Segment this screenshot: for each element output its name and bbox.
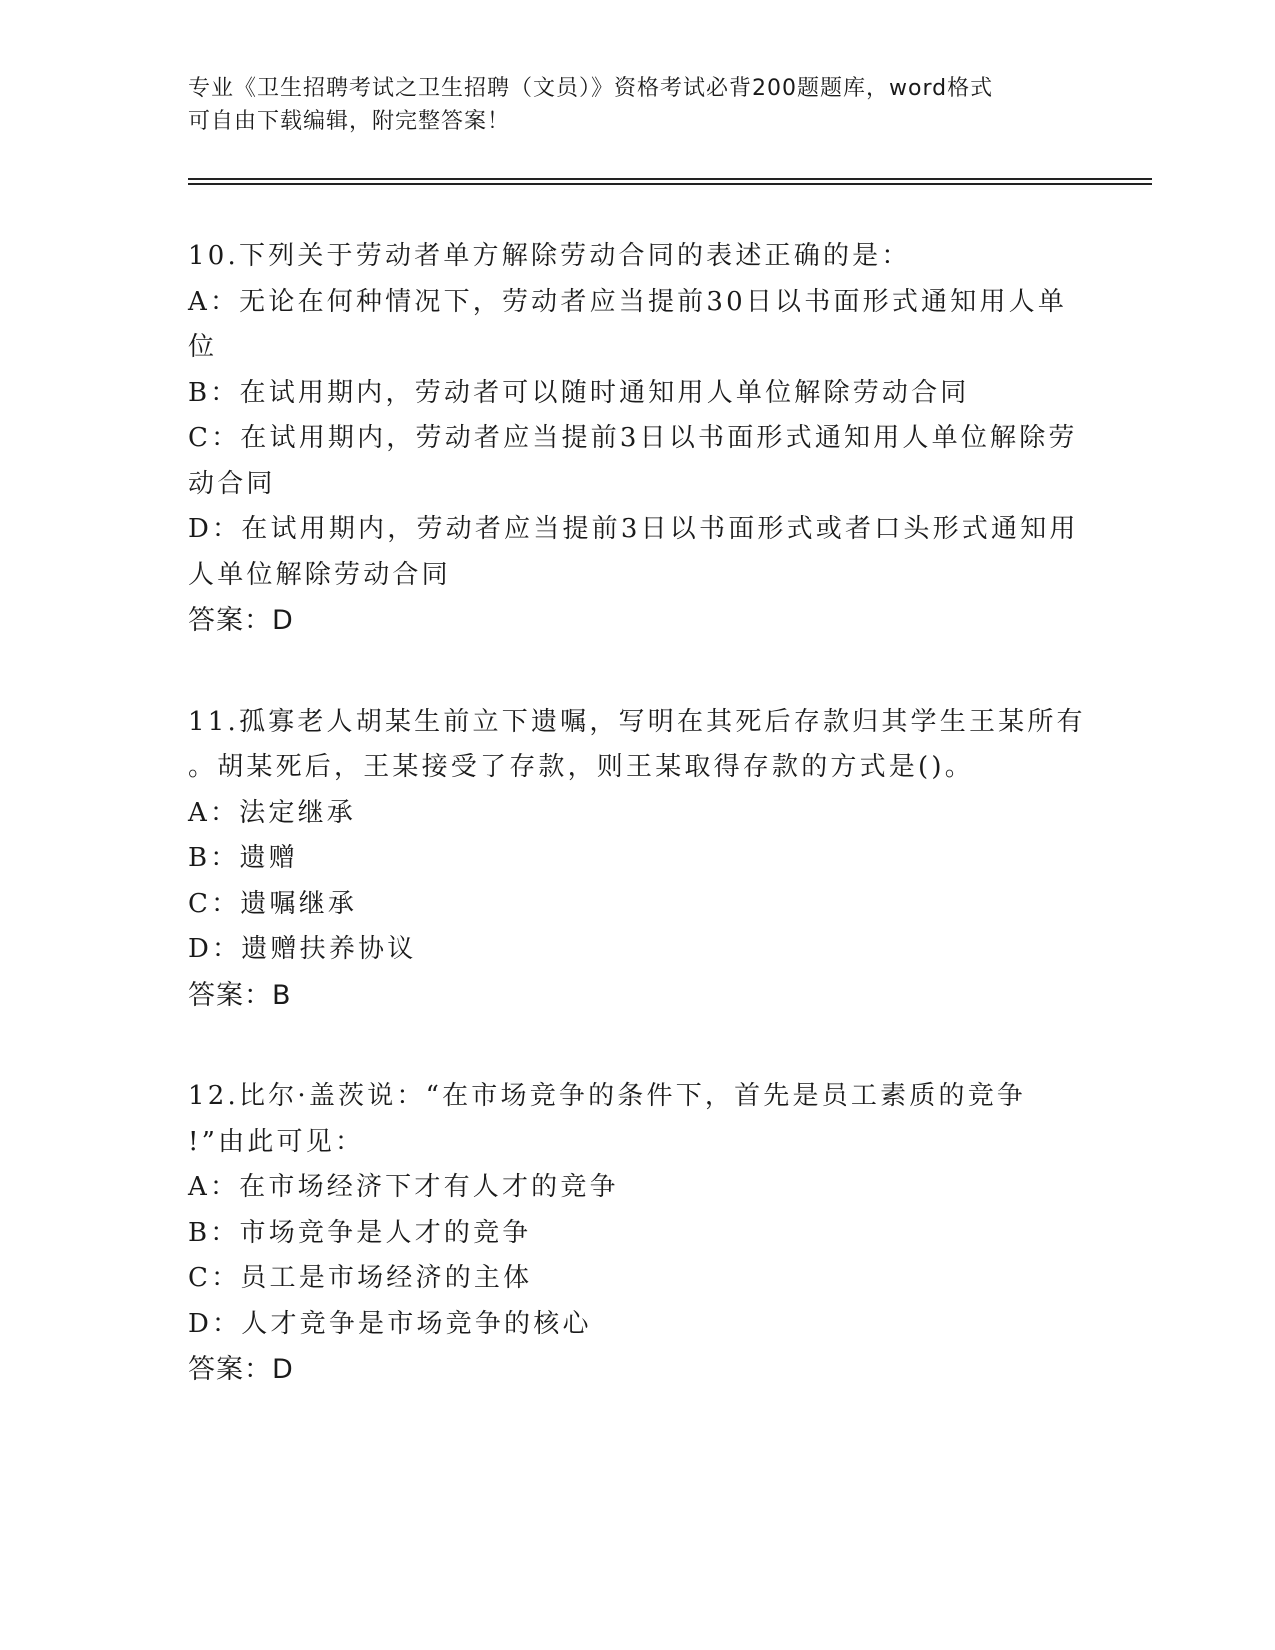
question-list <box>188 234 1088 1449</box>
question-11 <box>188 700 1088 1019</box>
document-header <box>188 72 1068 138</box>
question-text: 10.下列关于劳动者单方解除劳动合同的表述正确的是： <box>188 241 911 271</box>
option-a-cont: 位 <box>188 332 218 362</box>
option-d-cont: 人单位解除劳动合同 <box>188 559 451 590</box>
option-a: A：在市场经济下才有人才的竞争 <box>188 1172 619 1202</box>
option-a: A：无论在何种情况下，劳动者应当提前30日以书面形式通知用人单 <box>188 286 1068 317</box>
option-d: D：遗赠扶养协议 <box>188 934 417 964</box>
option-c: C：遗嘱继承 <box>188 888 358 919</box>
question-text: 11.孤寡老人胡某生前立下遗嘱，写明在其死后存款归其学生王某所有 <box>188 706 1086 737</box>
answer: 答案：B <box>188 979 292 1011</box>
option-c: C：员工是市场经济的主体 <box>188 1263 533 1293</box>
header-line-1: 专业《卫生招聘考试之卫生招聘（文员）》资格考试必背200题题库，word格式 <box>188 76 994 101</box>
option-c: C：在试用期内，劳动者应当提前3日以书面形式通知用人单位解除劳 <box>188 423 1078 453</box>
question-12 <box>188 1074 1088 1393</box>
option-a: A：法定继承 <box>188 797 356 828</box>
option-d: D：在试用期内，劳动者应当提前3日以书面形式或者口头形式通知用 <box>188 514 1079 544</box>
option-c-cont: 动合同 <box>188 468 276 499</box>
question-10 <box>188 234 1088 644</box>
option-b: B：市场竞争是人才的竞争 <box>188 1217 532 1248</box>
answer: 答案：D <box>188 1354 294 1385</box>
question-text-cont: !”由此可见： <box>188 1126 365 1157</box>
header-divider-top <box>188 178 1152 180</box>
question-text-cont: 。胡某死后，王某接受了存款，则王某取得存款的方式是()。 <box>188 752 974 782</box>
header-line-2: 可自由下载编辑，附完整答案！ <box>188 109 511 134</box>
question-text: 12.比尔·盖茨说：“在市场竞争的条件下，首先是员工素质的竞争 <box>188 1081 1027 1111</box>
answer: 答案：D <box>188 605 294 636</box>
option-b: B：遗赠 <box>188 843 298 873</box>
option-b: B：在试用期内，劳动者可以随时通知用人单位解除劳动合同 <box>188 377 970 408</box>
option-d: D：人才竞争是市场竞争的核心 <box>188 1308 592 1339</box>
header-divider-bottom <box>188 183 1152 185</box>
